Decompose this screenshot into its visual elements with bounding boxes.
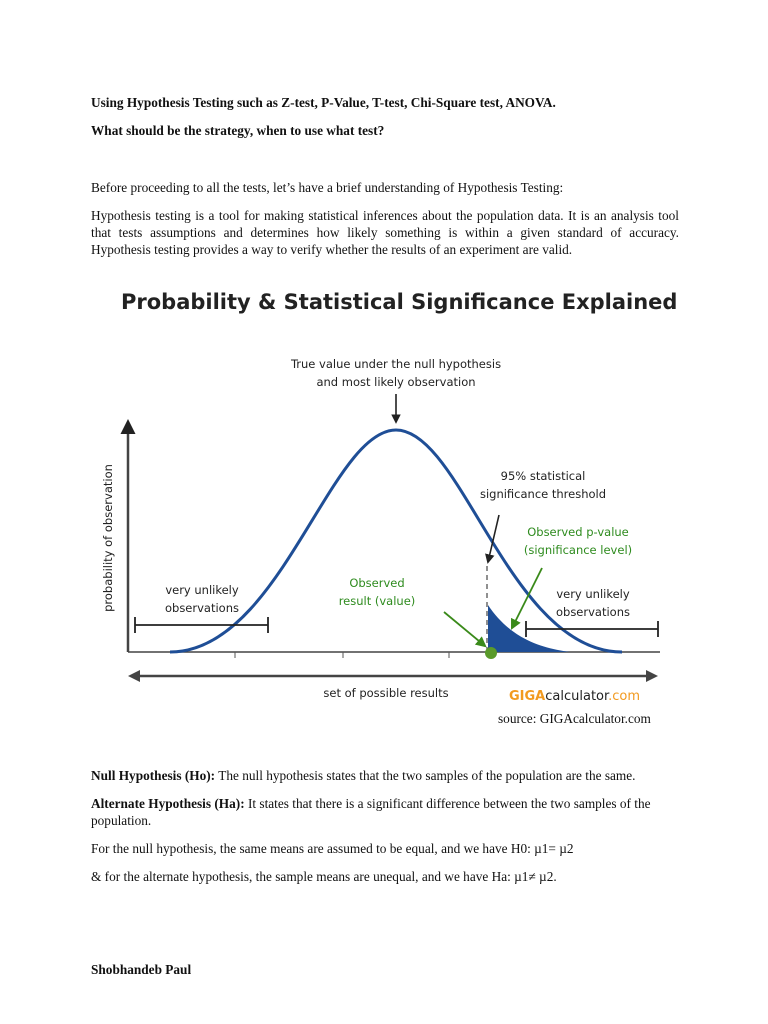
heading-line-2: What should be the strategy, when to use what test? [91, 123, 385, 138]
observed-point [485, 647, 497, 659]
significance-figure [90, 270, 680, 710]
observed-arrow [444, 612, 485, 646]
figure-title: Probability & Statistical Significance Explained [121, 290, 678, 314]
intro-lead: Before proceeding to all the tests, let’s have a brief understanding of Hypothesis Testing: [91, 180, 564, 195]
true-value-label-2: and most likely observation [316, 375, 476, 389]
alternate-hypothesis-text: It states that there is a significant difference between the two samples of the population. [91, 796, 651, 828]
null-hypothesis-text: The null hypothesis states that the two samples of the population are the same. [215, 768, 636, 783]
bell-curve [170, 430, 622, 652]
pvalue-label-1: Observed p-value [527, 525, 629, 539]
y-axis-label: probability of observation [101, 464, 115, 612]
x-arrow-right [646, 670, 658, 682]
pvalue-label-2: (significance level) [523, 543, 633, 557]
x-arrow-left [128, 670, 140, 682]
true-value-label-1: True value under the null hypothesis [290, 357, 502, 371]
alternate-hypothesis-term: Alternate Hypothesis (Ha): [91, 796, 245, 811]
intro-paragraph: Hypothesis testing is a tool for making statistical inferences about the population data. It is an analysis tool that tests assumptions and determines how likely something is within a given standard of accuracy. Hypothesis testing provides a way to verify whether the results of an experiment are valid. [91, 208, 679, 257]
observed-label-1: Observed [349, 576, 405, 590]
giga-calculator-logo: GIGAcalculator.com [509, 689, 641, 704]
figure-source: source: GIGAcalculator.com [498, 711, 651, 726]
null-hypothesis-definition [91, 767, 679, 784]
heading-line-1: Using Hypothesis Testing such as Z-test, P-Value, T-test, Chi-Square test, ANOVA. [91, 95, 556, 110]
threshold-label-2: significance threshold [479, 487, 607, 501]
alternate-hypothesis-definition [91, 795, 679, 829]
x-axis-label: set of possible results [323, 686, 449, 700]
left-unlikely-label-1: very unlikely [165, 583, 239, 597]
left-unlikely-label-2: observations [164, 601, 240, 615]
right-unlikely-label-2: observations [555, 605, 631, 619]
right-unlikely-label-1: very unlikely [556, 587, 630, 601]
author-name: Shobhandeb Paul [91, 962, 192, 977]
null-equation: For the null hypothesis, the same means are assumed to be equal, and we have H0: µ1= µ2 [91, 841, 574, 856]
threshold-label-1: 95% statistical [500, 469, 586, 483]
alternate-equation: & for the alternate hypothesis, the sample means are unequal, and we have Ha: µ1≠ µ2. [91, 869, 557, 884]
null-hypothesis-term: Null Hypothesis (Ho): [91, 768, 216, 783]
observed-label-2: result (value) [338, 594, 416, 608]
